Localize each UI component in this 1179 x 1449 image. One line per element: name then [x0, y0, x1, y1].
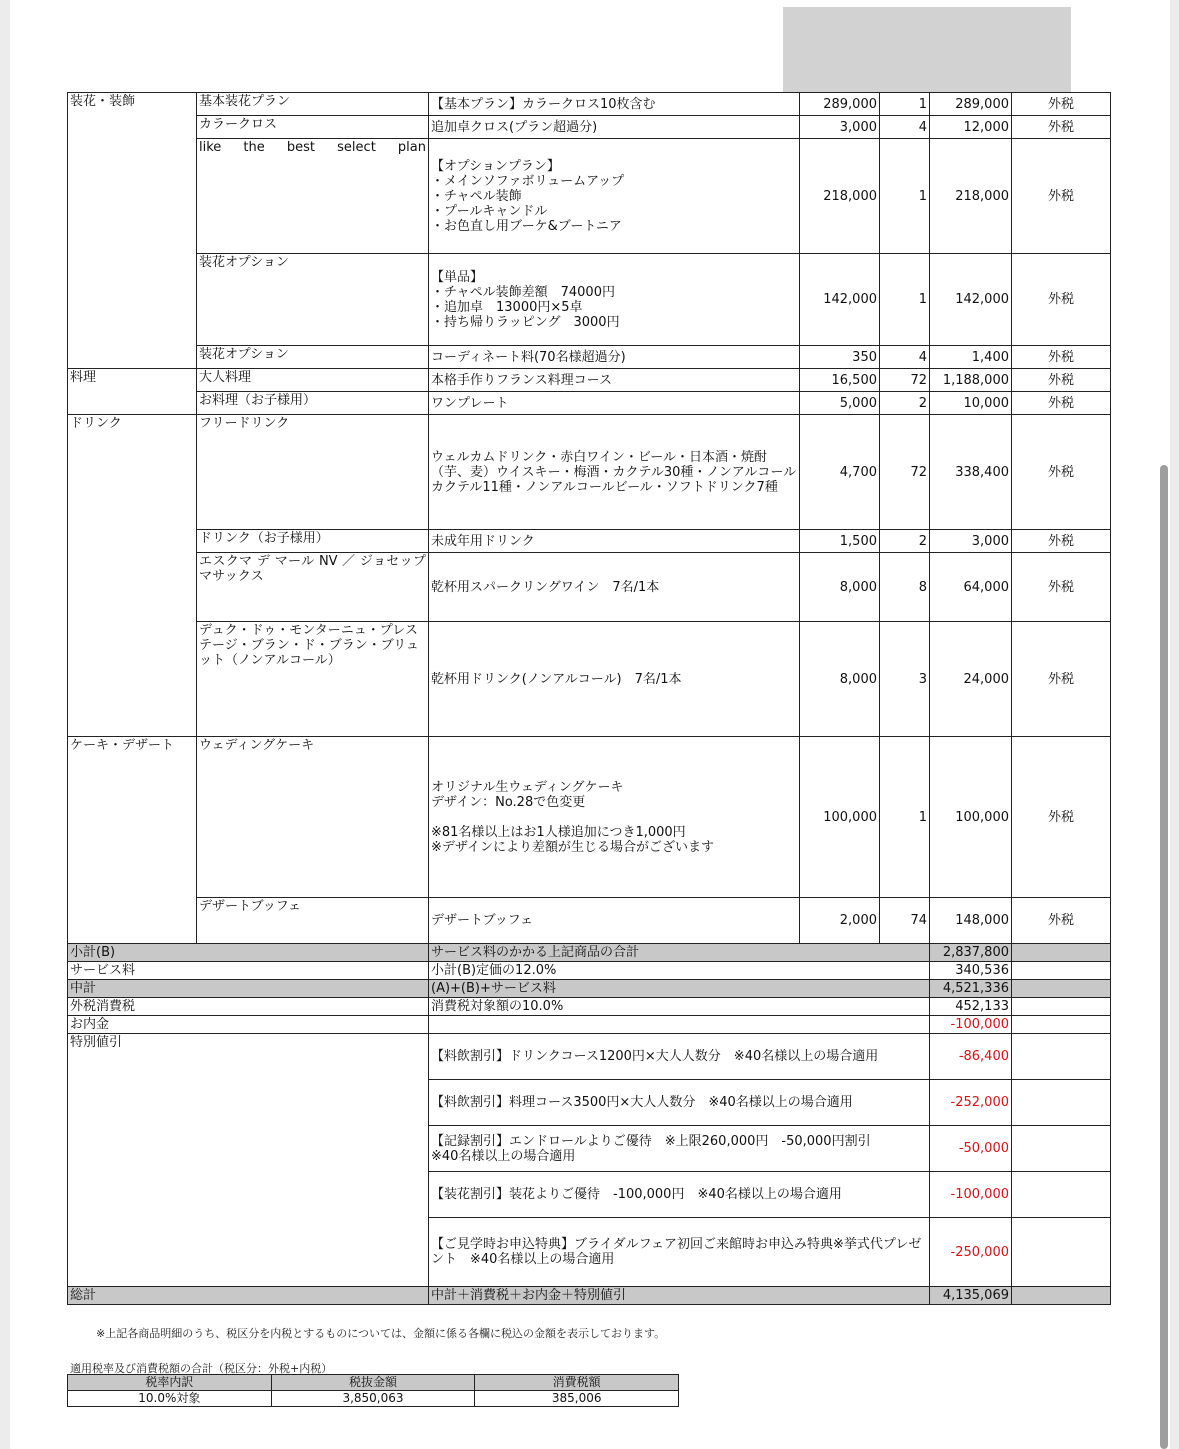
desc-cell: ワンプレート — [429, 392, 800, 415]
tax-cell: 外税 — [1012, 369, 1111, 392]
amount-cell: 24,000 — [930, 622, 1012, 737]
tax-cell: 外税 — [1012, 737, 1111, 898]
discount-amount: -100,000 — [930, 1172, 1012, 1218]
qty-cell: 4 — [880, 346, 930, 369]
price-cell: 100,000 — [800, 737, 880, 898]
amount-cell: 1,400 — [930, 346, 1012, 369]
amount-cell: 64,000 — [930, 553, 1012, 622]
price-cell: 8,000 — [800, 622, 880, 737]
table-row — [68, 415, 1111, 530]
qty-cell: 8 — [880, 553, 930, 622]
tax-cell: 外税 — [1012, 254, 1111, 346]
discount-desc: 【装花割引】装花よりご優待 -100,000円 ※40名様以上の場合適用 — [429, 1172, 930, 1218]
table-row — [68, 392, 1111, 415]
total-row — [68, 1287, 1111, 1305]
item-cell: like the best select plan — [197, 139, 429, 254]
tax-cell: 外税 — [1012, 530, 1111, 553]
tax-cell: 外税 — [1012, 622, 1111, 737]
price-cell: 2,000 — [800, 898, 880, 944]
summary-desc: 小計(B)定価の12.0% — [429, 962, 930, 980]
item-cell: お料理（お子様用） — [197, 392, 429, 415]
tax-rate: 10.0%対象 — [68, 1391, 272, 1407]
summary-amount: 4,521,336 — [930, 980, 1012, 998]
summary-desc: サービス料のかかる上記商品の合計 — [429, 944, 930, 962]
item-cell: ドリンク（お子様用） — [197, 530, 429, 553]
discount-row — [68, 1034, 1111, 1080]
tax-cell: 外税 — [1012, 139, 1111, 254]
price-cell: 218,000 — [800, 139, 880, 254]
qty-cell: 1 — [880, 93, 930, 116]
category-cell: ドリンク — [68, 415, 197, 737]
desc-cell: 未成年用ドリンク — [429, 530, 800, 553]
total-amount: 4,135,069 — [930, 1287, 1012, 1305]
discount-amount: -250,000 — [930, 1218, 1012, 1287]
discount-amount: -50,000 — [930, 1126, 1012, 1172]
price-cell: 4,700 — [800, 415, 880, 530]
price-cell: 5,000 — [800, 392, 880, 415]
qty-cell: 2 — [880, 392, 930, 415]
summary-amount: -100,000 — [930, 1016, 1012, 1034]
qty-cell: 4 — [880, 116, 930, 139]
summary-row-midtotal — [68, 980, 1111, 998]
table-row — [68, 116, 1111, 139]
desc-cell: 本格手作りフランス料理コース — [429, 369, 800, 392]
item-cell: 装花オプション — [197, 254, 429, 346]
summary-desc: 消費税対象額の10.0% — [429, 998, 930, 1016]
price-cell: 8,000 — [800, 553, 880, 622]
qty-cell: 1 — [880, 139, 930, 254]
table-row — [68, 553, 1111, 622]
summary-amount: 452,133 — [930, 998, 1012, 1016]
total-label: 総計 — [68, 1287, 429, 1305]
item-cell: エスクマ デ マール NV ／ ジョセップ マサックス — [197, 553, 429, 622]
tax-header-row — [68, 1375, 679, 1391]
table-row — [68, 254, 1111, 346]
desc-cell: 【オプションプラン】 ・メインソファボリュームアップ ・チャペル装飾 ・プールキャンドル ・お色直し用ブーケ&ブートニア — [429, 139, 800, 254]
desc-cell: 追加卓クロス(プラン超過分) — [429, 116, 800, 139]
table-row — [68, 530, 1111, 553]
amount-cell: 10,000 — [930, 392, 1012, 415]
item-cell: デュク・ドゥ・モンターニュ・プレステージ・ブラン・ド・ブラン・ブリュット（ノンアルコール） — [197, 622, 429, 737]
desc-cell: 乾杯用スパークリングワイン 7名/1本 — [429, 553, 800, 622]
discount-desc: 【ご見学時お申込特典】ブライダルフェア初回ご来館時お申込み特典※挙式代プレゼント ※40名様以上の場合適用 — [429, 1218, 930, 1287]
tax-header: 税抜金額 — [271, 1375, 475, 1391]
summary-label: 中計 — [68, 980, 429, 998]
discount-desc: 【記録割引】エンドロールよりご優待 ※上限260,000円 -50,000円割引 ※40名様以上の場合適用 — [429, 1126, 930, 1172]
tax-cell: 外税 — [1012, 553, 1111, 622]
amount-cell: 142,000 — [930, 254, 1012, 346]
item-cell: フリードリンク — [197, 415, 429, 530]
category-cell: ケーキ・デザート — [68, 737, 197, 944]
item-cell: ウェディングケーキ — [197, 737, 429, 898]
price-cell: 142,000 — [800, 254, 880, 346]
tax-excluded-amount: 3,850,063 — [271, 1391, 475, 1407]
tax-cell: 外税 — [1012, 93, 1111, 116]
tax-display-note: ※上記各商品明細のうち、税区分を内税とするものについては、金額に係る各欄に税込の金額を表示しております。 — [96, 1327, 666, 1340]
qty-cell: 1 — [880, 737, 930, 898]
desc-cell: 【基本プラン】カラークロス10枚含む — [429, 93, 800, 116]
summary-row-service — [68, 962, 1111, 980]
item-cell: デザートブッフェ — [197, 898, 429, 944]
item-cell: カラークロス — [197, 116, 429, 139]
invoice-table — [67, 92, 1111, 1305]
summary-desc — [429, 1016, 930, 1034]
tax-summary-caption: 適用税率及び消費税額の合計（税区分：外税+内税） — [70, 1362, 333, 1375]
qty-cell: 2 — [880, 530, 930, 553]
tax-amount: 385,006 — [475, 1391, 679, 1407]
tax-cell: 外税 — [1012, 116, 1111, 139]
amount-cell: 100,000 — [930, 737, 1012, 898]
table-row — [68, 93, 1111, 116]
price-cell: 16,500 — [800, 369, 880, 392]
desc-cell: オリジナル生ウェディングケーキ デザイン：No.28で色変更 ※81名様以上はお1人様追加につき1,000円 ※デザインにより差額が生じる場合がございます — [429, 737, 800, 898]
discount-amount: -86,400 — [930, 1034, 1012, 1080]
discount-desc: 【料飲割引】ドリンクコース1200円×大人人数分 ※40名様以上の場合適用 — [429, 1034, 930, 1080]
desc-cell: 【単品】 ・チャペル装飾差額 74000円 ・追加卓 13000円×5卓 ・持ち帰りラッピング 3000円 — [429, 254, 800, 346]
amount-cell: 218,000 — [930, 139, 1012, 254]
price-cell: 1,500 — [800, 530, 880, 553]
summary-row-subtotal — [68, 944, 1111, 962]
amount-cell: 12,000 — [930, 116, 1012, 139]
category-cell: 料理 — [68, 369, 197, 415]
price-cell: 3,000 — [800, 116, 880, 139]
qty-cell: 72 — [880, 415, 930, 530]
tax-cell: 外税 — [1012, 346, 1111, 369]
tax-header: 税率内訳 — [68, 1375, 272, 1391]
qty-cell: 74 — [880, 898, 930, 944]
tax-summary-table — [67, 1374, 679, 1407]
tax-header: 消費税額 — [475, 1375, 679, 1391]
amount-cell: 1,188,000 — [930, 369, 1012, 392]
qty-cell: 1 — [880, 254, 930, 346]
summary-label: 小計(B) — [68, 944, 429, 962]
discount-amount: -252,000 — [930, 1080, 1012, 1126]
qty-cell: 72 — [880, 369, 930, 392]
category-cell: 装花・装飾 — [68, 93, 197, 369]
summary-label: 外税消費税 — [68, 998, 429, 1016]
summary-amount: 2,837,800 — [930, 944, 1012, 962]
desc-cell: コーディネート料(70名様超過分) — [429, 346, 800, 369]
summary-row-deposit — [68, 1016, 1111, 1034]
scrollbar[interactable] — [1160, 465, 1168, 1449]
amount-cell: 338,400 — [930, 415, 1012, 530]
item-cell: 基本装花プラン — [197, 93, 429, 116]
item-cell: 装花オプション — [197, 346, 429, 369]
summary-row-tax — [68, 998, 1111, 1016]
tax-value-row — [68, 1391, 679, 1407]
price-cell: 289,000 — [800, 93, 880, 116]
amount-cell: 289,000 — [930, 93, 1012, 116]
table-row — [68, 622, 1111, 737]
table-row — [68, 737, 1111, 898]
item-cell: 大人料理 — [197, 369, 429, 392]
amount-cell: 3,000 — [930, 530, 1012, 553]
table-row — [68, 369, 1111, 392]
discount-label: 特別値引 — [68, 1034, 429, 1287]
desc-cell: 乾杯用ドリンク(ノンアルコール) 7名/1本 — [429, 622, 800, 737]
summary-desc: (A)+(B)+サービス料 — [429, 980, 930, 998]
price-cell: 350 — [800, 346, 880, 369]
summary-amount: 340,536 — [930, 962, 1012, 980]
redacted-area — [783, 7, 1071, 92]
tax-cell: 外税 — [1012, 415, 1111, 530]
tax-cell: 外税 — [1012, 898, 1111, 944]
amount-cell: 148,000 — [930, 898, 1012, 944]
table-row — [68, 346, 1111, 369]
desc-cell: デザートブッフェ — [429, 898, 800, 944]
desc-cell: ウェルカムドリンク・赤白ワイン・ビール・日本酒・焼酎（芋、麦）ウイスキー・梅酒・カクテル30種・ノンアルコールカクテル11種・ノンアルコールビール・ソフトドリンク7種 — [429, 415, 800, 530]
summary-label: お内金 — [68, 1016, 429, 1034]
discount-desc: 【料飲割引】料理コース3500円×大人人数分 ※40名様以上の場合適用 — [429, 1080, 930, 1126]
table-row — [68, 139, 1111, 254]
tax-cell: 外税 — [1012, 392, 1111, 415]
summary-label: サービス料 — [68, 962, 429, 980]
table-row — [68, 898, 1111, 944]
qty-cell: 3 — [880, 622, 930, 737]
total-desc: 中計＋消費税＋お内金＋特別値引 — [429, 1287, 930, 1305]
